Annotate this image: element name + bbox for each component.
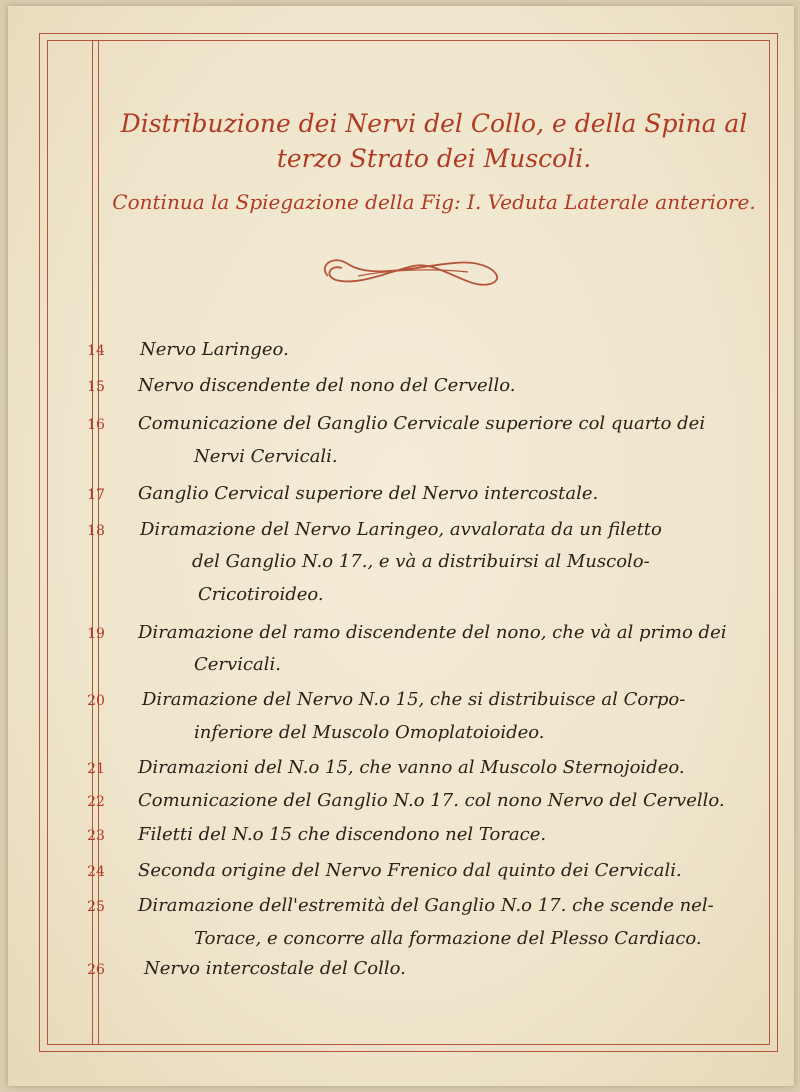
flourish-ornament	[318, 246, 508, 294]
manuscript-page	[8, 6, 794, 1086]
entry-text: Nervo discendente del nono del Cervello.	[138, 375, 516, 396]
margin-rule	[98, 40, 99, 1045]
entry-text: Filetti del N.o 15 che discendono nel Torace.	[138, 824, 547, 845]
entry-number: 14	[87, 343, 105, 359]
entry-number: 19	[87, 626, 105, 642]
entry-number: 21	[87, 761, 105, 777]
entry-text: inferiore del Muscolo Omoplatoioideo.	[194, 722, 545, 743]
entry-text: Diramazione del Nervo N.o 15, che si distribuisce al Corpo-	[142, 689, 686, 710]
entry-number: 23	[87, 828, 105, 844]
entry-number: 16	[87, 417, 105, 433]
entry-text: Diramazioni del N.o 15, che vanno al Muscolo Sternojoideo.	[138, 757, 685, 778]
entry-text: Diramazione del Nervo Laringeo, avvalorata da un filetto	[140, 519, 662, 540]
entry-text: Nervi Cervicali.	[194, 446, 338, 467]
entry-text: Diramazione del ramo discendente del nono, che và al primo dei	[138, 622, 727, 643]
entry-number: 17	[87, 487, 105, 503]
entry-text: Seconda origine del Nervo Frenico dal quinto dei Cervicali.	[138, 860, 682, 881]
entry-number: 22	[87, 794, 105, 810]
entry-number: 20	[87, 693, 105, 709]
entry-text: Diramazione dell'estremità del Ganglio N.o 17. che scende nel-	[138, 895, 714, 916]
entry-text: Ganglio Cervical superiore del Nervo intercostale.	[138, 483, 599, 504]
entry-text: Torace, e concorre alla formazione del Plesso Cardiaco.	[194, 928, 702, 949]
entry-text: Comunicazione del Ganglio N.o 17. col nono Nervo del Cervello.	[138, 790, 725, 811]
entry-text: Cervicali.	[194, 654, 282, 675]
entry-number: 25	[87, 899, 105, 915]
entry-number: 15	[87, 379, 105, 395]
entry-text: Comunicazione del Ganglio Cervicale superiore col quarto dei	[138, 413, 706, 434]
entry-number: 18	[87, 523, 105, 539]
margin-rule	[92, 40, 93, 1045]
entry-text: Cricotiroideo.	[198, 584, 324, 605]
entry-text: Nervo Laringeo.	[140, 339, 289, 360]
subtitle: Continua la Spiegazione della Fig: I. Veduta Laterale anteriore.	[112, 190, 756, 214]
entry-text: del Ganglio N.o 17., e và a distribuirsi al Muscolo-	[192, 551, 650, 572]
entry-number: 24	[87, 864, 105, 880]
title-line-1: Distribuzione dei Nervi del Collo, e della Spina al	[120, 109, 748, 138]
entry-text: Nervo intercostale del Collo.	[144, 958, 406, 979]
entry-number: 26	[87, 962, 105, 978]
title-line-2: terzo Strato dei Muscoli.	[276, 144, 592, 173]
